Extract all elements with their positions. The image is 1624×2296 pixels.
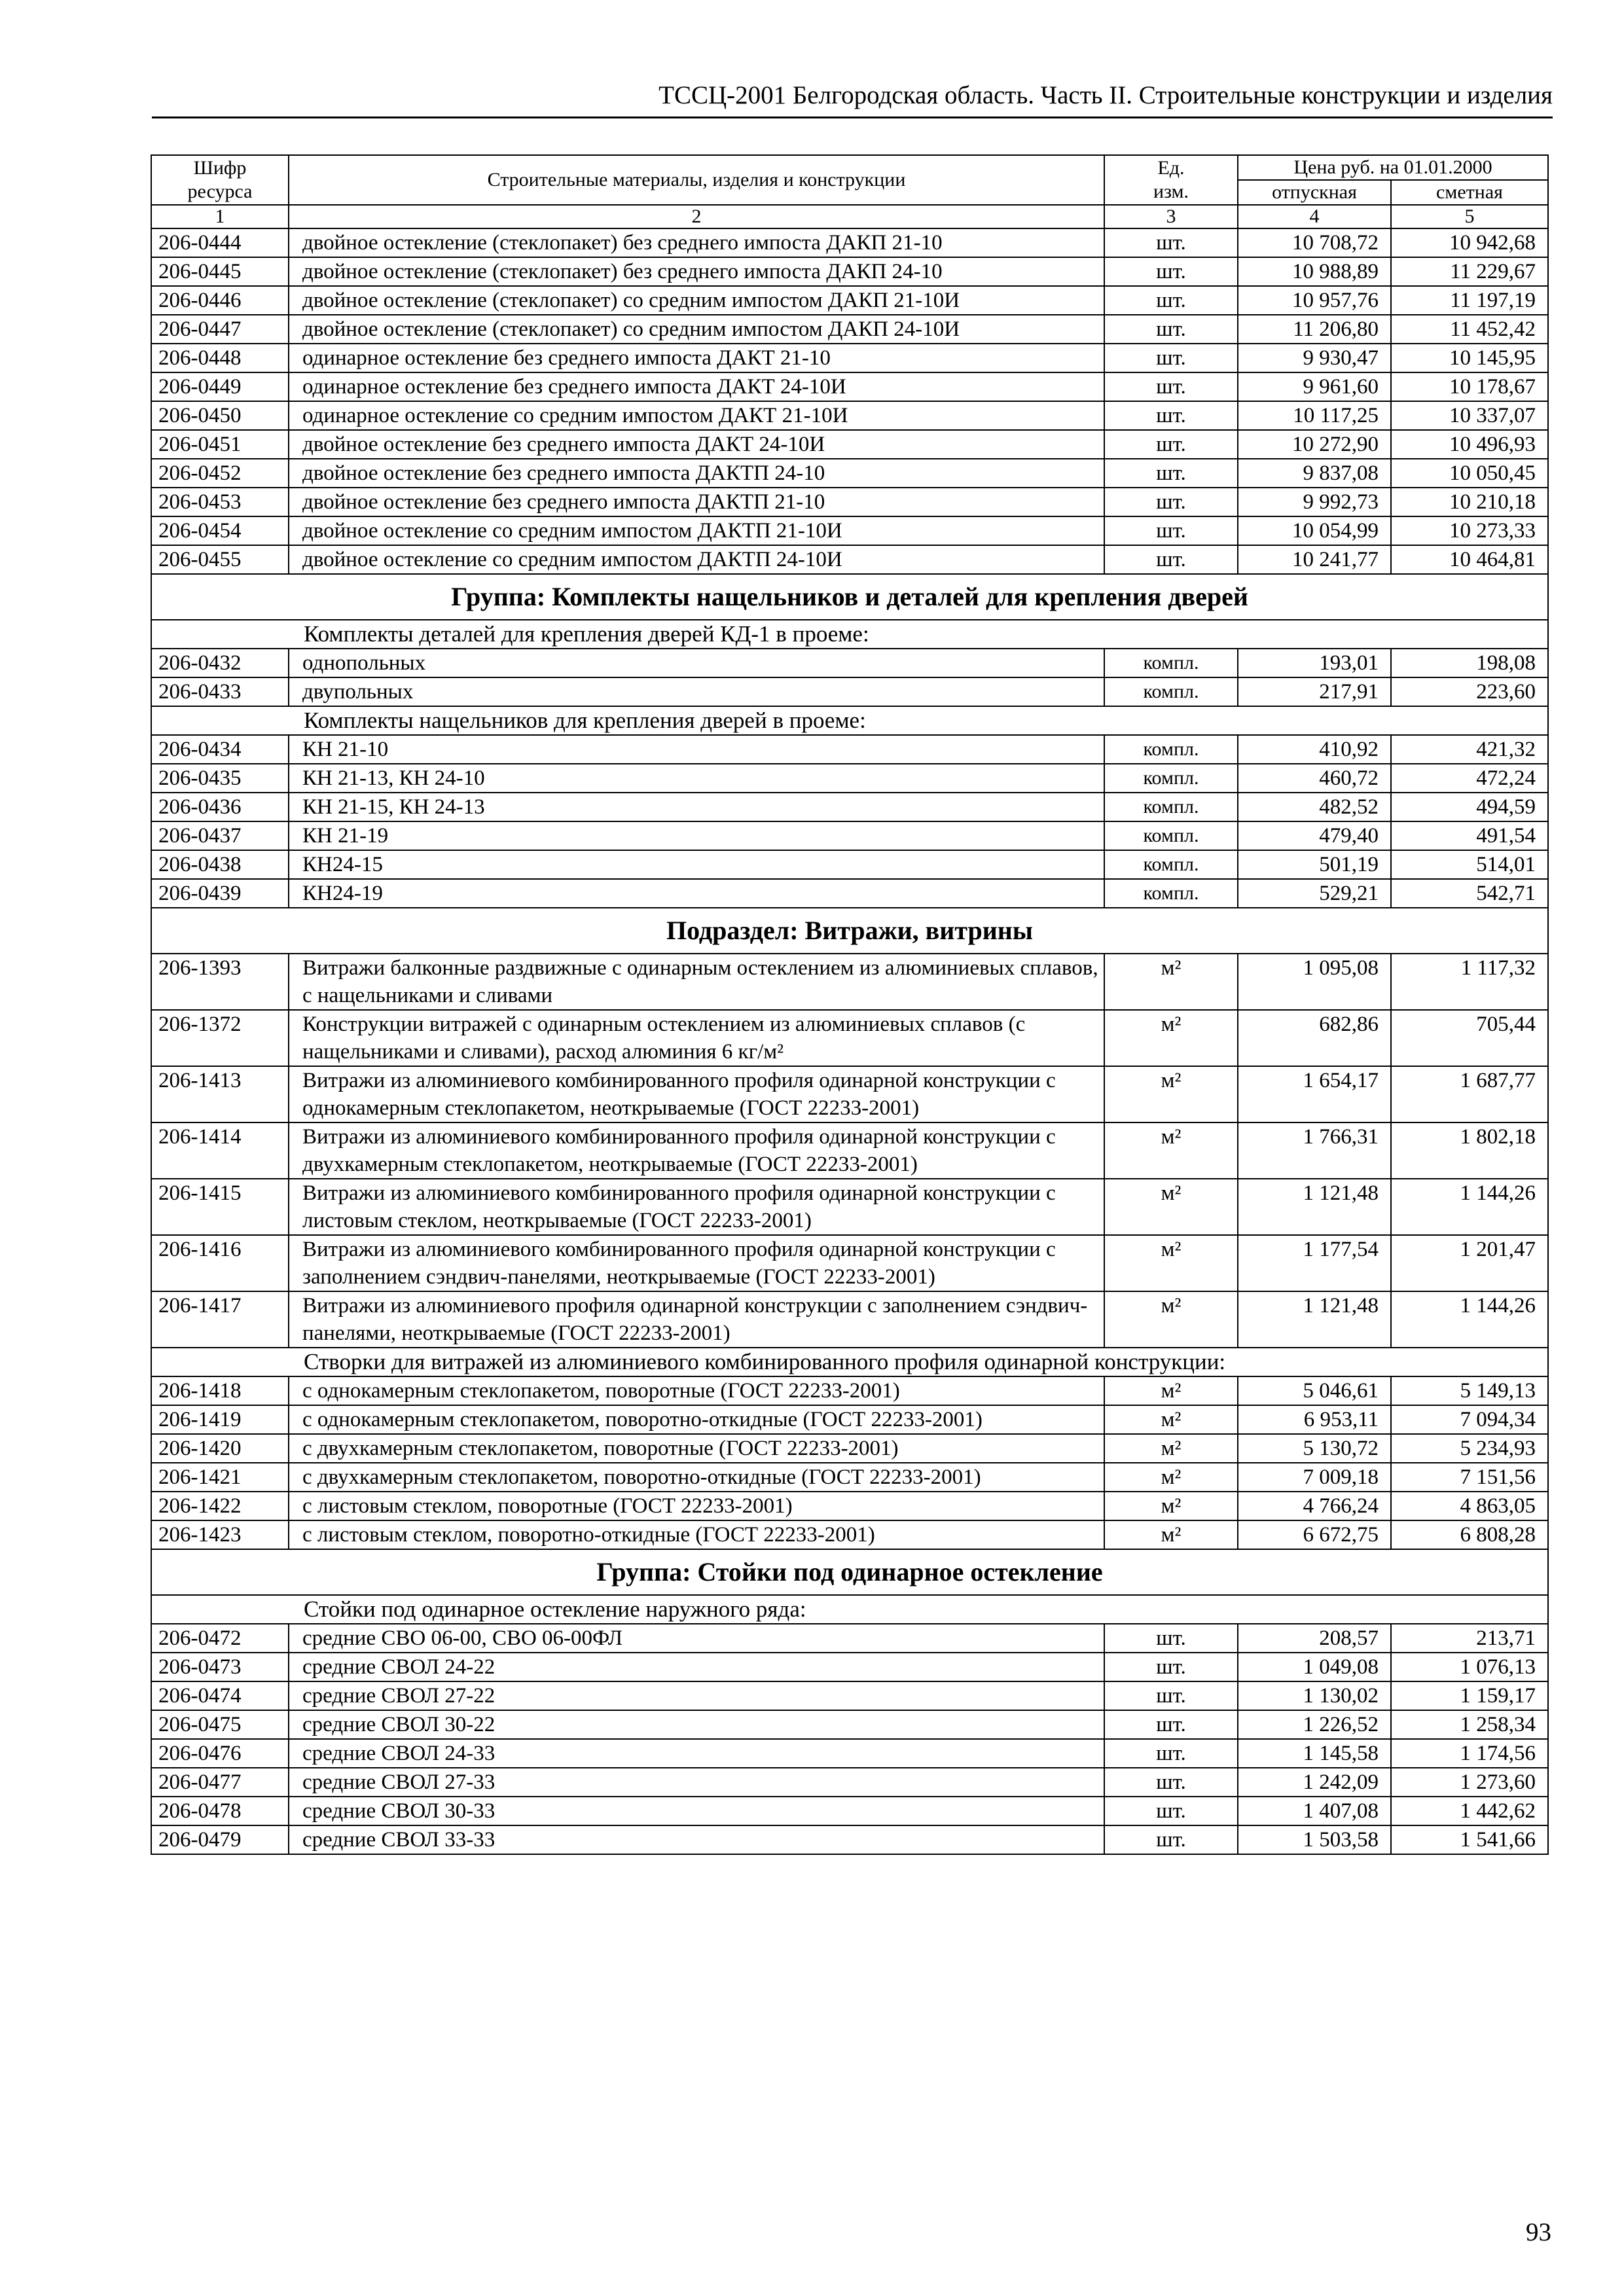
group-heading-row xyxy=(151,908,1548,954)
material-name: средние СВОЛ 30-22 xyxy=(289,1710,1104,1739)
unit-of-measure: шт. xyxy=(1104,1739,1238,1768)
estimate-price-header: сметная xyxy=(1391,180,1548,205)
resource-code: 206-0472 xyxy=(151,1624,289,1653)
material-name: Витражи из алюминиевого комбинированного профиля одинарной конструкции с листовым стеклом, неоткрываемые (ГОСТ 22233-2001) xyxy=(289,1179,1104,1235)
unit-of-measure: м² xyxy=(1104,1066,1238,1122)
resource-code: 206-0445 xyxy=(151,257,289,286)
material-name: КН 21-10 xyxy=(289,735,1104,764)
column-number: 4 xyxy=(1238,205,1391,228)
subgroup-heading-row xyxy=(151,1348,1548,1376)
release-price: 4 766,24 xyxy=(1238,1492,1391,1520)
table-row xyxy=(151,1405,1548,1434)
release-price: 10 241,77 xyxy=(1238,545,1391,574)
table-row xyxy=(151,1797,1548,1825)
resource-code: 206-1415 xyxy=(151,1179,289,1235)
material-name: с листовым стеклом, поворотные (ГОСТ 22233-2001) xyxy=(289,1492,1104,1520)
table-row xyxy=(151,430,1548,459)
unit-of-measure: шт. xyxy=(1104,1710,1238,1739)
release-price: 6 672,75 xyxy=(1238,1520,1391,1549)
subgroup-heading: Створки для витражей из алюминиевого комбинированного профиля одинарной конструкции: xyxy=(151,1348,1548,1376)
estimate-price: 10 942,68 xyxy=(1391,228,1548,257)
resource-code: 206-0474 xyxy=(151,1681,289,1710)
estimate-price: 1 802,18 xyxy=(1391,1122,1548,1179)
table-row xyxy=(151,1825,1548,1854)
material-name: двойное остекление (стеклопакет) со средним импостом ДАКП 24-10И xyxy=(289,315,1104,344)
table-row xyxy=(151,545,1548,574)
unit-of-measure: шт. xyxy=(1104,315,1238,344)
estimate-price: 5 149,13 xyxy=(1391,1376,1548,1405)
table-row xyxy=(151,1179,1548,1235)
table-row xyxy=(151,764,1548,793)
table-row xyxy=(151,488,1548,516)
unit-of-measure: шт. xyxy=(1104,1797,1238,1825)
release-price: 1 145,58 xyxy=(1238,1739,1391,1768)
estimate-price: 213,71 xyxy=(1391,1624,1548,1653)
unit-of-measure: компл. xyxy=(1104,879,1238,908)
release-price: 9 837,08 xyxy=(1238,459,1391,488)
resource-code: 206-1414 xyxy=(151,1122,289,1179)
unit-of-measure: м² xyxy=(1104,1434,1238,1463)
unit-of-measure: шт. xyxy=(1104,372,1238,401)
subgroup-heading: Стойки под одинарное остекление наружного ряда: xyxy=(151,1595,1548,1624)
unit-of-measure: м² xyxy=(1104,1010,1238,1066)
unit-header-line2: изм. xyxy=(1153,181,1189,202)
unit-of-measure: м² xyxy=(1104,1376,1238,1405)
release-price: 682,86 xyxy=(1238,1010,1391,1066)
resource-code: 206-0433 xyxy=(151,677,289,706)
resource-code: 206-1421 xyxy=(151,1463,289,1492)
table-row xyxy=(151,257,1548,286)
table-row xyxy=(151,850,1548,879)
table-row xyxy=(151,1624,1548,1653)
resource-code: 206-0478 xyxy=(151,1797,289,1825)
table-row xyxy=(151,286,1548,315)
resource-code: 206-1420 xyxy=(151,1434,289,1463)
material-name: двупольных xyxy=(289,677,1104,706)
table-row xyxy=(151,1492,1548,1520)
estimate-price: 1 273,60 xyxy=(1391,1768,1548,1797)
unit-of-measure: шт. xyxy=(1104,430,1238,459)
estimate-price: 11 452,42 xyxy=(1391,315,1548,344)
material-name: Витражи из алюминиевого профиля одинарной конструкции с заполнением сэндвич-панелями, неоткрываемые (ГОСТ 22233-2001) xyxy=(289,1291,1104,1348)
resource-code: 206-0479 xyxy=(151,1825,289,1854)
release-price: 410,92 xyxy=(1238,735,1391,764)
unit-column-header xyxy=(1104,155,1238,205)
group-heading: Группа: Стойки под одинарное остекление xyxy=(151,1549,1548,1595)
table-row xyxy=(151,1739,1548,1768)
unit-of-measure: м² xyxy=(1104,1463,1238,1492)
price-column-header: Цена руб. на 01.01.2000 xyxy=(1238,155,1548,180)
running-header: ТССЦ-2001 Белгородская область. Часть II. Строительные конструкции и изделия xyxy=(659,81,1553,109)
estimate-price: 5 234,93 xyxy=(1391,1434,1548,1463)
release-price: 479,40 xyxy=(1238,821,1391,850)
release-price: 460,72 xyxy=(1238,764,1391,793)
unit-of-measure: шт. xyxy=(1104,401,1238,430)
resource-code: 206-0434 xyxy=(151,735,289,764)
estimate-price: 10 273,33 xyxy=(1391,516,1548,545)
material-name: с листовым стеклом, поворотно-откидные (ГОСТ 22233-2001) xyxy=(289,1520,1104,1549)
release-price: 208,57 xyxy=(1238,1624,1391,1653)
release-price-header: отпускная xyxy=(1238,180,1391,205)
resource-code: 206-0452 xyxy=(151,459,289,488)
material-name: двойное остекление без среднего импоста ДАКТ 24-10И xyxy=(289,430,1104,459)
release-price: 1 130,02 xyxy=(1238,1681,1391,1710)
estimate-price: 10 337,07 xyxy=(1391,401,1548,430)
material-name: Витражи из алюминиевого комбинированного профиля одинарной конструкции с двухкамерным стеклопакетом, неоткрываемые (ГОСТ 22233-2001) xyxy=(289,1122,1104,1179)
table-row xyxy=(151,1122,1548,1179)
resource-code: 206-0454 xyxy=(151,516,289,545)
table-row xyxy=(151,793,1548,821)
resource-code: 206-0449 xyxy=(151,372,289,401)
release-price: 1 121,48 xyxy=(1238,1291,1391,1348)
column-number: 3 xyxy=(1104,205,1238,228)
resource-code: 206-0477 xyxy=(151,1768,289,1797)
release-price: 193,01 xyxy=(1238,649,1391,677)
estimate-price: 10 210,18 xyxy=(1391,488,1548,516)
resource-code: 206-0450 xyxy=(151,401,289,430)
unit-of-measure: м² xyxy=(1104,1520,1238,1549)
table-row xyxy=(151,1010,1548,1066)
estimate-price: 4 863,05 xyxy=(1391,1492,1548,1520)
resource-code: 206-0439 xyxy=(151,879,289,908)
resource-code: 206-1372 xyxy=(151,1010,289,1066)
unit-of-measure: шт. xyxy=(1104,459,1238,488)
resource-code: 206-0448 xyxy=(151,344,289,372)
table-row xyxy=(151,1376,1548,1405)
material-name: двойное остекление без среднего импоста ДАКТП 24-10 xyxy=(289,459,1104,488)
material-name: КН 21-15, КН 24-13 xyxy=(289,793,1104,821)
table-row xyxy=(151,516,1548,545)
release-price: 7 009,18 xyxy=(1238,1463,1391,1492)
estimate-price: 1 159,17 xyxy=(1391,1681,1548,1710)
release-price: 217,91 xyxy=(1238,677,1391,706)
material-name: двойное остекление (стеклопакет) без среднего импоста ДАКП 21-10 xyxy=(289,228,1104,257)
material-name: двойное остекление без среднего импоста ДАКТП 21-10 xyxy=(289,488,1104,516)
resource-code: 206-0451 xyxy=(151,430,289,459)
release-price: 1 095,08 xyxy=(1238,954,1391,1010)
table-row xyxy=(151,401,1548,430)
material-name: средние СВОЛ 24-22 xyxy=(289,1653,1104,1681)
unit-of-measure: компл. xyxy=(1104,764,1238,793)
estimate-price: 10 496,93 xyxy=(1391,430,1548,459)
unit-of-measure: м² xyxy=(1104,1179,1238,1235)
estimate-price: 421,32 xyxy=(1391,735,1548,764)
release-price: 10 272,90 xyxy=(1238,430,1391,459)
estimate-price: 11 229,67 xyxy=(1391,257,1548,286)
estimate-price: 1 144,26 xyxy=(1391,1179,1548,1235)
subgroup-heading: Комплекты деталей для крепления дверей КД-1 в проеме: xyxy=(151,620,1548,649)
material-name: одинарное остекление без среднего импоста ДАКТ 21-10 xyxy=(289,344,1104,372)
release-price: 1 049,08 xyxy=(1238,1653,1391,1681)
estimate-price: 1 541,66 xyxy=(1391,1825,1548,1854)
material-name: двойное остекление со средним импостом ДАКТП 21-10И xyxy=(289,516,1104,545)
material-name: средние СВО 06-00, СВО 06-00ФЛ xyxy=(289,1624,1104,1653)
unit-of-measure: шт. xyxy=(1104,545,1238,574)
code-header-line2: ресурса xyxy=(187,181,253,202)
unit-of-measure: м² xyxy=(1104,1122,1238,1179)
column-number-row xyxy=(151,205,1548,228)
material-name: средние СВОЛ 24-33 xyxy=(289,1739,1104,1768)
unit-of-measure: м² xyxy=(1104,1492,1238,1520)
release-price: 482,52 xyxy=(1238,793,1391,821)
release-price: 1 177,54 xyxy=(1238,1235,1391,1291)
unit-of-measure: м² xyxy=(1104,954,1238,1010)
release-price: 529,21 xyxy=(1238,879,1391,908)
material-name: с однокамерным стеклопакетом, поворотно-откидные (ГОСТ 22233-2001) xyxy=(289,1405,1104,1434)
resource-code: 206-0435 xyxy=(151,764,289,793)
estimate-price: 1 258,34 xyxy=(1391,1710,1548,1739)
table-body xyxy=(151,228,1548,1854)
estimate-price: 10 050,45 xyxy=(1391,459,1548,488)
material-name: двойное остекление (стеклопакет) со средним импостом ДАКП 21-10И xyxy=(289,286,1104,315)
material-name: с двухкамерным стеклопакетом, поворотно-откидные (ГОСТ 22233-2001) xyxy=(289,1463,1104,1492)
estimate-price: 1 442,62 xyxy=(1391,1797,1548,1825)
unit-of-measure: м² xyxy=(1104,1291,1238,1348)
release-price: 10 708,72 xyxy=(1238,228,1391,257)
release-price: 9 992,73 xyxy=(1238,488,1391,516)
table-row xyxy=(151,459,1548,488)
unit-of-measure: шт. xyxy=(1104,516,1238,545)
table-row xyxy=(151,879,1548,908)
release-price: 1 766,31 xyxy=(1238,1122,1391,1179)
unit-of-measure: шт. xyxy=(1104,344,1238,372)
unit-of-measure: компл. xyxy=(1104,850,1238,879)
release-price: 5 130,72 xyxy=(1238,1434,1391,1463)
estimate-price: 491,54 xyxy=(1391,821,1548,850)
unit-of-measure: шт. xyxy=(1104,286,1238,315)
resource-code: 206-1422 xyxy=(151,1492,289,1520)
unit-of-measure: компл. xyxy=(1104,649,1238,677)
material-name: с двухкамерным стеклопакетом, поворотные (ГОСТ 22233-2001) xyxy=(289,1434,1104,1463)
price-table xyxy=(151,154,1549,1855)
resource-code: 206-0473 xyxy=(151,1653,289,1681)
estimate-price: 7 151,56 xyxy=(1391,1463,1548,1492)
estimate-price: 1 144,26 xyxy=(1391,1291,1548,1348)
unit-of-measure: шт. xyxy=(1104,488,1238,516)
table-row xyxy=(151,315,1548,344)
table-row xyxy=(151,649,1548,677)
unit-of-measure: шт. xyxy=(1104,1653,1238,1681)
table-row xyxy=(151,1681,1548,1710)
release-price: 1 242,09 xyxy=(1238,1768,1391,1797)
table-row xyxy=(151,344,1548,372)
table-row xyxy=(151,1434,1548,1463)
unit-of-measure: компл. xyxy=(1104,793,1238,821)
estimate-price: 11 197,19 xyxy=(1391,286,1548,315)
table-row xyxy=(151,1768,1548,1797)
estimate-price: 198,08 xyxy=(1391,649,1548,677)
code-column-header xyxy=(151,155,289,205)
estimate-price: 223,60 xyxy=(1391,677,1548,706)
material-name: одинарное остекление без среднего импоста ДАКТ 24-10И xyxy=(289,372,1104,401)
unit-of-measure: шт. xyxy=(1104,1681,1238,1710)
table-row xyxy=(151,954,1548,1010)
column-number: 1 xyxy=(151,205,289,228)
subgroup-heading-row xyxy=(151,706,1548,735)
unit-of-measure: компл. xyxy=(1104,677,1238,706)
material-name: КН24-15 xyxy=(289,850,1104,879)
unit-header-line1: Ед. xyxy=(1157,157,1185,179)
resource-code: 206-0455 xyxy=(151,545,289,574)
release-price: 501,19 xyxy=(1238,850,1391,879)
release-price: 9 930,47 xyxy=(1238,344,1391,372)
table-row xyxy=(151,1235,1548,1291)
material-name: двойное остекление со средним импостом ДАКТП 24-10И xyxy=(289,545,1104,574)
resource-code: 206-1423 xyxy=(151,1520,289,1549)
estimate-price: 472,24 xyxy=(1391,764,1548,793)
release-price: 1 226,52 xyxy=(1238,1710,1391,1739)
material-name: двойное остекление (стеклопакет) без среднего импоста ДАКП 24-10 xyxy=(289,257,1104,286)
table-header xyxy=(151,155,1548,228)
release-price: 10 054,99 xyxy=(1238,516,1391,545)
unit-of-measure: шт. xyxy=(1104,1624,1238,1653)
group-heading: Подраздел: Витражи, витрины xyxy=(151,908,1548,954)
estimate-price: 6 808,28 xyxy=(1391,1520,1548,1549)
unit-of-measure: шт. xyxy=(1104,228,1238,257)
page-number: 93 xyxy=(1526,2218,1551,2246)
release-price: 10 117,25 xyxy=(1238,401,1391,430)
unit-of-measure: м² xyxy=(1104,1235,1238,1291)
material-name: КН 21-19 xyxy=(289,821,1104,850)
resource-code: 206-1418 xyxy=(151,1376,289,1405)
table-row xyxy=(151,1291,1548,1348)
table-row xyxy=(151,1066,1548,1122)
unit-of-measure: компл. xyxy=(1104,821,1238,850)
release-price: 6 953,11 xyxy=(1238,1405,1391,1434)
header-rule xyxy=(152,117,1553,118)
release-price: 11 206,80 xyxy=(1238,315,1391,344)
estimate-price: 1 174,56 xyxy=(1391,1739,1548,1768)
resource-code: 206-1416 xyxy=(151,1235,289,1291)
material-name: средние СВОЛ 27-33 xyxy=(289,1768,1104,1797)
resource-code: 206-0453 xyxy=(151,488,289,516)
resource-code: 206-1419 xyxy=(151,1405,289,1434)
resource-code: 206-0437 xyxy=(151,821,289,850)
table-row xyxy=(151,1710,1548,1739)
release-price: 1 121,48 xyxy=(1238,1179,1391,1235)
release-price: 1 503,58 xyxy=(1238,1825,1391,1854)
resource-code: 206-0475 xyxy=(151,1710,289,1739)
estimate-price: 1 117,32 xyxy=(1391,954,1548,1010)
release-price: 10 988,89 xyxy=(1238,257,1391,286)
material-name: одинарное остекление со средним импостом ДАКТ 21-10И xyxy=(289,401,1104,430)
subgroup-heading: Комплекты нащельников для крепления дверей в проеме: xyxy=(151,706,1548,735)
material-name: с однокамерным стеклопакетом, поворотные (ГОСТ 22233-2001) xyxy=(289,1376,1104,1405)
unit-of-measure: шт. xyxy=(1104,257,1238,286)
resource-code: 206-0476 xyxy=(151,1739,289,1768)
resource-code: 206-1413 xyxy=(151,1066,289,1122)
table-row xyxy=(151,1463,1548,1492)
table-row xyxy=(151,372,1548,401)
resource-code: 206-0436 xyxy=(151,793,289,821)
release-price: 10 957,76 xyxy=(1238,286,1391,315)
estimate-price: 494,59 xyxy=(1391,793,1548,821)
column-number: 5 xyxy=(1391,205,1548,228)
code-header-line1: Шифр xyxy=(193,157,247,179)
estimate-price: 514,01 xyxy=(1391,850,1548,879)
subgroup-heading-row xyxy=(151,1595,1548,1624)
resource-code: 206-0447 xyxy=(151,315,289,344)
subgroup-heading-row xyxy=(151,620,1548,649)
estimate-price: 7 094,34 xyxy=(1391,1405,1548,1434)
group-heading: Группа: Комплекты нащельников и деталей для крепления дверей xyxy=(151,574,1548,620)
group-heading-row xyxy=(151,574,1548,620)
resource-code: 206-1417 xyxy=(151,1291,289,1348)
material-name: КН24-19 xyxy=(289,879,1104,908)
material-name: КН 21-13, КН 24-10 xyxy=(289,764,1104,793)
table-row xyxy=(151,821,1548,850)
unit-of-measure: м² xyxy=(1104,1405,1238,1434)
resource-code: 206-0438 xyxy=(151,850,289,879)
table-row xyxy=(151,228,1548,257)
material-name: Витражи балконные раздвижные с одинарным остеклением из алюминиевых сплавов, с нащельниками и сливами xyxy=(289,954,1104,1010)
resource-code: 206-0444 xyxy=(151,228,289,257)
material-name: Витражи из алюминиевого комбинированного профиля одинарной конструкции с заполнением сэндвич-панелями, неоткрываемые (ГОСТ 22233-2001) xyxy=(289,1235,1104,1291)
resource-code: 206-0432 xyxy=(151,649,289,677)
unit-of-measure: шт. xyxy=(1104,1768,1238,1797)
estimate-price: 10 178,67 xyxy=(1391,372,1548,401)
estimate-price: 542,71 xyxy=(1391,879,1548,908)
table-row xyxy=(151,735,1548,764)
group-heading-row xyxy=(151,1549,1548,1595)
material-name: средние СВОЛ 27-22 xyxy=(289,1681,1104,1710)
material-name: Витражи из алюминиевого комбинированного профиля одинарной конструкции с однокамерным стеклопакетом, неоткрываемые (ГОСТ 22233-2001) xyxy=(289,1066,1104,1122)
release-price: 1 407,08 xyxy=(1238,1797,1391,1825)
unit-of-measure: компл. xyxy=(1104,735,1238,764)
table-row xyxy=(151,677,1548,706)
resource-code: 206-1393 xyxy=(151,954,289,1010)
release-price: 1 654,17 xyxy=(1238,1066,1391,1122)
material-name: Конструкции витражей с одинарным остеклением из алюминиевых сплавов (с нащельниками и сливами), расход алюминия 6 кг/м² xyxy=(289,1010,1104,1066)
name-column-header: Строительные материалы, изделия и конструкции xyxy=(289,155,1104,205)
estimate-price: 705,44 xyxy=(1391,1010,1548,1066)
estimate-price: 1 201,47 xyxy=(1391,1235,1548,1291)
estimate-price: 10 464,81 xyxy=(1391,545,1548,574)
estimate-price: 1 687,77 xyxy=(1391,1066,1548,1122)
estimate-price: 1 076,13 xyxy=(1391,1653,1548,1681)
estimate-price: 10 145,95 xyxy=(1391,344,1548,372)
material-name: средние СВОЛ 33-33 xyxy=(289,1825,1104,1854)
material-name: средние СВОЛ 30-33 xyxy=(289,1797,1104,1825)
table-row xyxy=(151,1520,1548,1549)
release-price: 5 046,61 xyxy=(1238,1376,1391,1405)
unit-of-measure: шт. xyxy=(1104,1825,1238,1854)
material-name: однопольных xyxy=(289,649,1104,677)
table-row xyxy=(151,1653,1548,1681)
resource-code: 206-0446 xyxy=(151,286,289,315)
release-price: 9 961,60 xyxy=(1238,372,1391,401)
column-number: 2 xyxy=(289,205,1104,228)
